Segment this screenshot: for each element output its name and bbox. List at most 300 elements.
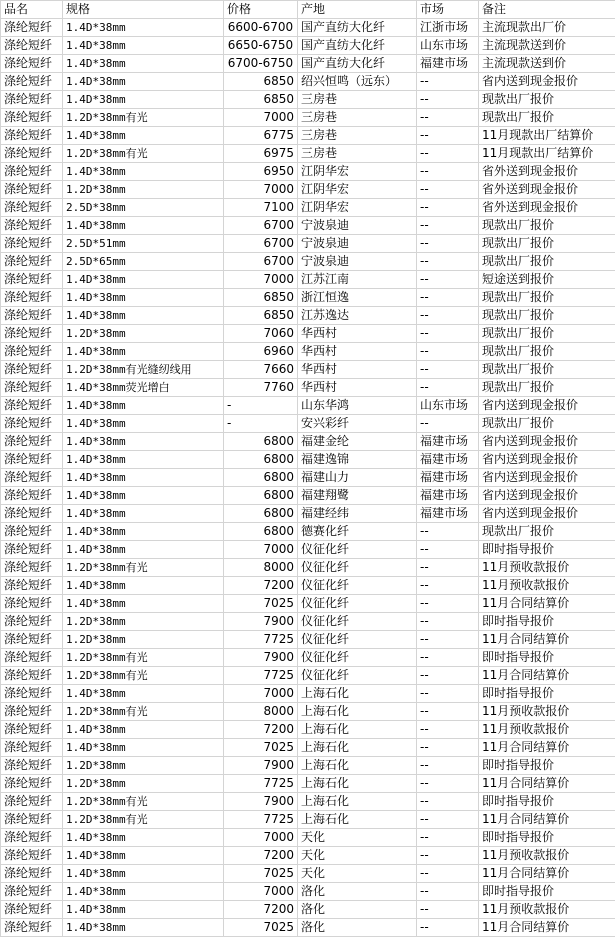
cell-price: 7725: [224, 667, 298, 685]
cell-origin: 仪征化纤: [298, 649, 417, 667]
cell-product-name: 涤纶短纤: [1, 541, 63, 559]
cell-price: 7000: [224, 829, 298, 847]
cell-spec: 1.4D*38mm: [63, 523, 224, 541]
cell-remark: 11月合同结算价: [479, 631, 615, 649]
cell-market: --: [417, 847, 479, 865]
cell-market: --: [417, 91, 479, 109]
table-row: [1, 433, 615, 451]
cell-market: --: [417, 181, 479, 199]
table-row: [1, 109, 615, 127]
cell-spec: 1.2D*38mm有光: [63, 811, 224, 829]
cell-origin: 洛化: [298, 883, 417, 901]
cell-market: 福建市场: [417, 433, 479, 451]
cell-price: 6700: [224, 217, 298, 235]
cell-origin: 三房巷: [298, 145, 417, 163]
cell-market: --: [417, 289, 479, 307]
cell-spec: 1.4D*38mm: [63, 73, 224, 91]
cell-origin: 上海石化: [298, 775, 417, 793]
table-row: [1, 703, 615, 721]
cell-price: -: [224, 415, 298, 433]
cell-market: --: [417, 379, 479, 397]
cell-price: 7900: [224, 793, 298, 811]
cell-product-name: 涤纶短纤: [1, 361, 63, 379]
cell-price: 7025: [224, 739, 298, 757]
cell-spec: 1.4D*38mm: [63, 433, 224, 451]
table-row: [1, 19, 615, 37]
cell-remark: 即时指导报价: [479, 757, 615, 775]
cell-product-name: 涤纶短纤: [1, 505, 63, 523]
cell-origin: 仪征化纤: [298, 613, 417, 631]
cell-remark: 11月预收款报价: [479, 703, 615, 721]
cell-spec: 1.4D*38mm: [63, 91, 224, 109]
cell-origin: 仪征化纤: [298, 541, 417, 559]
cell-market: --: [417, 541, 479, 559]
cell-product-name: 涤纶短纤: [1, 757, 63, 775]
table-row: [1, 343, 615, 361]
cell-price: 6800: [224, 505, 298, 523]
table-row: [1, 667, 615, 685]
cell-origin: 三房巷: [298, 109, 417, 127]
table-row: [1, 415, 615, 433]
cell-product-name: 涤纶短纤: [1, 631, 63, 649]
cell-origin: 绍兴恒鸣（远东）: [298, 73, 417, 91]
cell-price: 7900: [224, 613, 298, 631]
cell-origin: 宁波泉迪: [298, 217, 417, 235]
cell-price: 7025: [224, 919, 298, 937]
table-row: [1, 199, 615, 217]
cell-price: 7660: [224, 361, 298, 379]
cell-spec: 1.4D*38mm: [63, 541, 224, 559]
table-row: [1, 235, 615, 253]
cell-spec: 1.4D*38mm: [63, 829, 224, 847]
table-row: [1, 559, 615, 577]
cell-product-name: 涤纶短纤: [1, 19, 63, 37]
cell-price: 7900: [224, 649, 298, 667]
cell-origin: 德赛化纤: [298, 523, 417, 541]
cell-price: 7200: [224, 721, 298, 739]
header-market: 市场: [417, 1, 479, 19]
table-row: [1, 775, 615, 793]
cell-remark: 11月合同结算价: [479, 919, 615, 937]
cell-origin: 仪征化纤: [298, 667, 417, 685]
cell-price: 6850: [224, 289, 298, 307]
cell-spec: 1.2D*38mm: [63, 613, 224, 631]
table-row: [1, 451, 615, 469]
cell-product-name: 涤纶短纤: [1, 145, 63, 163]
cell-remark: 11月预收款报价: [479, 901, 615, 919]
cell-origin: 福建翔鹭: [298, 487, 417, 505]
cell-product-name: 涤纶短纤: [1, 613, 63, 631]
cell-remark: 11月现款出厂结算价: [479, 145, 615, 163]
cell-product-name: 涤纶短纤: [1, 487, 63, 505]
cell-price: 6960: [224, 343, 298, 361]
cell-remark: 现款出厂报价: [479, 91, 615, 109]
cell-price: 7200: [224, 577, 298, 595]
cell-product-name: 涤纶短纤: [1, 217, 63, 235]
cell-spec: 2.5D*65mm: [63, 253, 224, 271]
cell-spec: 1.4D*38mm: [63, 343, 224, 361]
cell-origin: 国产直纺大化纤: [298, 55, 417, 73]
table-row: [1, 505, 615, 523]
cell-spec: 2.5D*51mm: [63, 235, 224, 253]
cell-product-name: 涤纶短纤: [1, 307, 63, 325]
cell-remark: 省内送到现金报价: [479, 433, 615, 451]
cell-origin: 三房巷: [298, 127, 417, 145]
cell-spec: 1.4D*38mm: [63, 451, 224, 469]
cell-spec: 1.4D*38mm: [63, 685, 224, 703]
cell-market: --: [417, 253, 479, 271]
cell-origin: 华西村: [298, 361, 417, 379]
cell-price: 6800: [224, 523, 298, 541]
cell-price: 6850: [224, 307, 298, 325]
cell-spec: 1.4D*38mm: [63, 487, 224, 505]
cell-market: --: [417, 919, 479, 937]
table-row: [1, 631, 615, 649]
cell-spec: 1.2D*38mm: [63, 181, 224, 199]
cell-product-name: 涤纶短纤: [1, 919, 63, 937]
cell-price: 6700: [224, 253, 298, 271]
cell-product-name: 涤纶短纤: [1, 865, 63, 883]
cell-market: --: [417, 757, 479, 775]
cell-spec: 1.4D*38mm: [63, 595, 224, 613]
cell-price: 7200: [224, 901, 298, 919]
cell-remark: 现款出厂报价: [479, 523, 615, 541]
cell-price: 7100: [224, 199, 298, 217]
cell-product-name: 涤纶短纤: [1, 577, 63, 595]
cell-origin: 江阴华宏: [298, 181, 417, 199]
cell-price: 7200: [224, 847, 298, 865]
cell-spec: 1.4D*38mm: [63, 271, 224, 289]
cell-price: 8000: [224, 559, 298, 577]
cell-product-name: 涤纶短纤: [1, 181, 63, 199]
cell-origin: 上海石化: [298, 811, 417, 829]
cell-remark: 11月预收款报价: [479, 721, 615, 739]
cell-origin: 国产直纺大化纤: [298, 37, 417, 55]
cell-market: --: [417, 199, 479, 217]
cell-spec: 1.2D*38mm: [63, 325, 224, 343]
cell-product-name: 涤纶短纤: [1, 595, 63, 613]
table-row: [1, 739, 615, 757]
cell-origin: 山东华鸿: [298, 397, 417, 415]
table-row: [1, 253, 615, 271]
cell-origin: 上海石化: [298, 685, 417, 703]
cell-market: --: [417, 127, 479, 145]
cell-product-name: 涤纶短纤: [1, 379, 63, 397]
cell-remark: 短途送到报价: [479, 271, 615, 289]
cell-market: --: [417, 685, 479, 703]
cell-remark: 11月合同结算价: [479, 595, 615, 613]
cell-origin: 华西村: [298, 325, 417, 343]
cell-product-name: 涤纶短纤: [1, 91, 63, 109]
cell-origin: 天化: [298, 865, 417, 883]
cell-product-name: 涤纶短纤: [1, 775, 63, 793]
cell-product-name: 涤纶短纤: [1, 469, 63, 487]
cell-remark: 主流现款出厂价: [479, 19, 615, 37]
cell-market: --: [417, 109, 479, 127]
cell-remark: 现款出厂报价: [479, 109, 615, 127]
cell-spec: 1.2D*38mm有光: [63, 559, 224, 577]
cell-remark: 11月合同结算价: [479, 865, 615, 883]
table-row: [1, 73, 615, 91]
cell-origin: 国产直纺大化纤: [298, 19, 417, 37]
table-row: [1, 379, 615, 397]
cell-remark: 11月现款出厂结算价: [479, 127, 615, 145]
cell-origin: 仪征化纤: [298, 577, 417, 595]
cell-product-name: 涤纶短纤: [1, 703, 63, 721]
cell-origin: 洛化: [298, 919, 417, 937]
cell-market: --: [417, 559, 479, 577]
cell-product-name: 涤纶短纤: [1, 523, 63, 541]
cell-market: --: [417, 793, 479, 811]
table-row: [1, 919, 615, 937]
cell-price: 7000: [224, 883, 298, 901]
cell-product-name: 涤纶短纤: [1, 55, 63, 73]
table-row: [1, 181, 615, 199]
cell-market: --: [417, 829, 479, 847]
cell-market: --: [417, 415, 479, 433]
table-row: [1, 901, 615, 919]
table-row: [1, 883, 615, 901]
cell-spec: 1.4D*38mm: [63, 505, 224, 523]
cell-spec: 1.2D*38mm有光: [63, 649, 224, 667]
cell-product-name: 涤纶短纤: [1, 451, 63, 469]
cell-remark: 11月合同结算价: [479, 739, 615, 757]
cell-origin: 洛化: [298, 901, 417, 919]
cell-spec: 1.2D*38mm有光: [63, 793, 224, 811]
cell-product-name: 涤纶短纤: [1, 397, 63, 415]
cell-price: 6975: [224, 145, 298, 163]
cell-spec: 1.4D*38mm: [63, 37, 224, 55]
table-row: [1, 163, 615, 181]
cell-remark: 11月预收款报价: [479, 559, 615, 577]
cell-remark: 即时指导报价: [479, 829, 615, 847]
cell-product-name: 涤纶短纤: [1, 685, 63, 703]
cell-market: 福建市场: [417, 469, 479, 487]
table-row: [1, 757, 615, 775]
table-row: [1, 55, 615, 73]
cell-price: 7760: [224, 379, 298, 397]
cell-price: 6700-6750: [224, 55, 298, 73]
cell-origin: 江阴华宏: [298, 163, 417, 181]
cell-market: --: [417, 217, 479, 235]
cell-remark: 11月预收款报价: [479, 847, 615, 865]
cell-price: 7725: [224, 631, 298, 649]
header-product-name: 品名: [1, 1, 63, 19]
cell-product-name: 涤纶短纤: [1, 325, 63, 343]
cell-market: 福建市场: [417, 451, 479, 469]
table-row: [1, 541, 615, 559]
cell-remark: 现款出厂报价: [479, 253, 615, 271]
cell-spec: 1.4D*38mm: [63, 847, 224, 865]
cell-spec: 1.4D*38mm: [63, 415, 224, 433]
cell-product-name: 涤纶短纤: [1, 37, 63, 55]
cell-remark: 即时指导报价: [479, 613, 615, 631]
cell-spec: 1.4D*38mm: [63, 739, 224, 757]
table-row: [1, 721, 615, 739]
table-row: [1, 487, 615, 505]
cell-spec: 1.4D*38mm: [63, 577, 224, 595]
cell-market: --: [417, 631, 479, 649]
cell-remark: 11月合同结算价: [479, 667, 615, 685]
cell-market: --: [417, 523, 479, 541]
cell-origin: 华西村: [298, 379, 417, 397]
cell-market: --: [417, 865, 479, 883]
cell-product-name: 涤纶短纤: [1, 271, 63, 289]
cell-remark: 即时指导报价: [479, 883, 615, 901]
cell-product-name: 涤纶短纤: [1, 109, 63, 127]
cell-remark: 现款出厂报价: [479, 289, 615, 307]
cell-product-name: 涤纶短纤: [1, 667, 63, 685]
cell-market: --: [417, 271, 479, 289]
cell-price: 7725: [224, 811, 298, 829]
cell-remark: 省外送到现金报价: [479, 199, 615, 217]
cell-market: 山东市场: [417, 37, 479, 55]
cell-price: 6650-6750: [224, 37, 298, 55]
cell-spec: 1.4D*38mm: [63, 469, 224, 487]
cell-market: --: [417, 721, 479, 739]
cell-price: 6800: [224, 451, 298, 469]
cell-market: --: [417, 163, 479, 181]
cell-product-name: 涤纶短纤: [1, 847, 63, 865]
cell-product-name: 涤纶短纤: [1, 883, 63, 901]
cell-market: --: [417, 703, 479, 721]
table-row: [1, 469, 615, 487]
cell-spec: 1.2D*38mm: [63, 757, 224, 775]
cell-product-name: 涤纶短纤: [1, 127, 63, 145]
cell-origin: 福建金纶: [298, 433, 417, 451]
cell-origin: 福建经纬: [298, 505, 417, 523]
cell-remark: 省外送到现金报价: [479, 163, 615, 181]
cell-market: --: [417, 73, 479, 91]
cell-price: 7000: [224, 685, 298, 703]
cell-product-name: 涤纶短纤: [1, 901, 63, 919]
cell-spec: 1.4D*38mm: [63, 901, 224, 919]
cell-spec: 1.2D*38mm有光缝纫线用: [63, 361, 224, 379]
cell-market: --: [417, 235, 479, 253]
cell-market: --: [417, 649, 479, 667]
cell-market: --: [417, 325, 479, 343]
header-price: 价格: [224, 1, 298, 19]
table-row: [1, 595, 615, 613]
cell-market: --: [417, 613, 479, 631]
table-row: [1, 307, 615, 325]
cell-remark: 省内送到现金报价: [479, 451, 615, 469]
cell-remark: 现款出厂报价: [479, 379, 615, 397]
header-row: [1, 1, 615, 19]
cell-market: --: [417, 901, 479, 919]
cell-price: 7000: [224, 181, 298, 199]
cell-remark: 现款出厂报价: [479, 361, 615, 379]
cell-spec: 1.2D*38mm有光: [63, 109, 224, 127]
cell-market: --: [417, 145, 479, 163]
cell-product-name: 涤纶短纤: [1, 433, 63, 451]
table-row: [1, 127, 615, 145]
cell-spec: 1.4D*38mm: [63, 883, 224, 901]
cell-market: 福建市场: [417, 505, 479, 523]
cell-origin: 安兴彩纤: [298, 415, 417, 433]
table-row: [1, 649, 615, 667]
cell-origin: 天化: [298, 829, 417, 847]
cell-origin: 宁波泉迪: [298, 235, 417, 253]
cell-origin: 江苏江南: [298, 271, 417, 289]
cell-origin: 福建山力: [298, 469, 417, 487]
cell-product-name: 涤纶短纤: [1, 649, 63, 667]
cell-price: 7000: [224, 271, 298, 289]
cell-product-name: 涤纶短纤: [1, 163, 63, 181]
cell-market: --: [417, 667, 479, 685]
table-row: [1, 865, 615, 883]
cell-price: 6850: [224, 73, 298, 91]
cell-market: --: [417, 307, 479, 325]
cell-product-name: 涤纶短纤: [1, 415, 63, 433]
cell-spec: 1.4D*38mm: [63, 919, 224, 937]
cell-price: -: [224, 397, 298, 415]
cell-origin: 仪征化纤: [298, 631, 417, 649]
cell-remark: 现款出厂报价: [479, 307, 615, 325]
cell-price: 8000: [224, 703, 298, 721]
cell-market: --: [417, 883, 479, 901]
cell-price: 7900: [224, 757, 298, 775]
table-row: [1, 37, 615, 55]
cell-origin: 仪征化纤: [298, 595, 417, 613]
cell-product-name: 涤纶短纤: [1, 739, 63, 757]
cell-price: 7025: [224, 595, 298, 613]
cell-product-name: 涤纶短纤: [1, 721, 63, 739]
cell-product-name: 涤纶短纤: [1, 73, 63, 91]
cell-spec: 1.2D*38mm有光: [63, 145, 224, 163]
header-remark: 备注: [479, 1, 615, 19]
cell-market: 山东市场: [417, 397, 479, 415]
cell-product-name: 涤纶短纤: [1, 559, 63, 577]
table-row: [1, 325, 615, 343]
cell-remark: 省内送到现金报价: [479, 487, 615, 505]
cell-origin: 上海石化: [298, 703, 417, 721]
cell-spec: 1.4D*38mm: [63, 397, 224, 415]
cell-product-name: 涤纶短纤: [1, 811, 63, 829]
cell-spec: 1.4D*38mm: [63, 289, 224, 307]
cell-price: 7725: [224, 775, 298, 793]
cell-price: 6800: [224, 469, 298, 487]
cell-remark: 省内送到现金报价: [479, 73, 615, 91]
cell-price: 7000: [224, 109, 298, 127]
cell-remark: 现款出厂报价: [479, 415, 615, 433]
table-row: [1, 91, 615, 109]
cell-market: --: [417, 343, 479, 361]
cell-market: 福建市场: [417, 55, 479, 73]
cell-remark: 现款出厂报价: [479, 343, 615, 361]
cell-remark: 即时指导报价: [479, 541, 615, 559]
cell-spec: 1.4D*38mm荧光增白: [63, 379, 224, 397]
cell-spec: 2.5D*38mm: [63, 199, 224, 217]
table-row: [1, 397, 615, 415]
table-row: [1, 685, 615, 703]
cell-spec: 1.4D*38mm: [63, 127, 224, 145]
cell-price: 6775: [224, 127, 298, 145]
table-row: [1, 271, 615, 289]
cell-spec: 1.4D*38mm: [63, 163, 224, 181]
cell-spec: 1.2D*38mm有光: [63, 703, 224, 721]
cell-spec: 1.4D*38mm: [63, 307, 224, 325]
header-origin: 产地: [298, 1, 417, 19]
cell-price: 6800: [224, 487, 298, 505]
cell-origin: 华西村: [298, 343, 417, 361]
table-row: [1, 217, 615, 235]
cell-remark: 11月合同结算价: [479, 811, 615, 829]
cell-price: 7000: [224, 541, 298, 559]
cell-spec: 1.4D*38mm: [63, 19, 224, 37]
table-row: [1, 145, 615, 163]
cell-price: 7025: [224, 865, 298, 883]
